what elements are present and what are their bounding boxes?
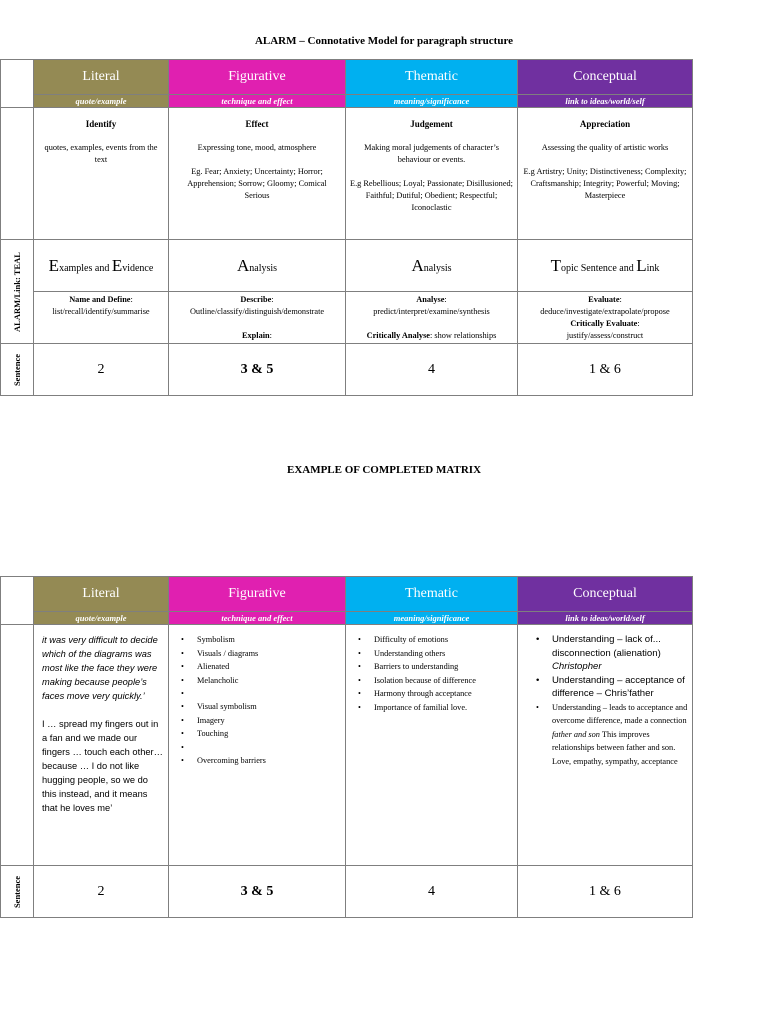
list-item: • Melancholic: [181, 674, 341, 688]
def-text: Serious: [244, 191, 270, 200]
sentence-number: 3 & 5: [169, 866, 346, 918]
list-item: • Visual symbolism: [181, 700, 341, 714]
corner-cell: [1, 577, 34, 625]
category-header-row: [1, 577, 693, 612]
verbs-row: [1, 292, 693, 344]
list-item: • Isolation because of difference: [358, 674, 513, 688]
side-cell-sentence: [1, 866, 34, 918]
header-conceptual: Conceptual: [518, 577, 693, 612]
def-conceptual: [518, 108, 693, 240]
subtitle-thematic: meaning/significance: [346, 95, 518, 108]
thematic-list: [346, 625, 517, 718]
verbs-figurative: Describe: Outline/classify/distinguish/demonstrate Explain:: [169, 292, 346, 344]
def-title: Judgement: [410, 119, 453, 129]
alarm-model-table: [0, 59, 693, 396]
sentence-number: 1 & 6: [518, 344, 693, 396]
def-title: Appreciation: [579, 119, 631, 129]
example-content-row: [1, 625, 693, 866]
subtitle-row: [1, 95, 693, 108]
list-item: • Importance of familial love.: [358, 701, 513, 715]
header-figurative: Figurative: [169, 60, 346, 95]
side-cell-sentence: [1, 344, 34, 396]
list-item: • Touching: [181, 727, 341, 741]
example-quote-cell: [34, 625, 169, 866]
def-title: Identify: [85, 119, 117, 129]
header-figurative: Figurative: [169, 577, 346, 612]
list-item: • Imagery: [181, 714, 341, 728]
def-text: E.g Rebellious; Loyal; Passionate; Disillusioned; Faithful; Dutiful; Obedient; Respectful; Iconoclastic: [350, 179, 513, 212]
def-text: E.g Artistry; Unity; Distinctiveness; Complexity; Craftsmanship; Integrity; Powerful; Moving; Masterpiece: [523, 167, 687, 200]
list-item: • Barriers to understanding: [358, 660, 513, 674]
subtitle-figurative: technique and effect: [169, 612, 346, 625]
subtitle-literal: quote/example: [34, 612, 169, 625]
example-thematic-cell: [346, 625, 518, 866]
list-item: • Alienated: [181, 660, 341, 674]
header-literal: Literal: [34, 60, 169, 95]
list-item: • Difficulty of emotions: [358, 633, 513, 647]
header-conceptual: Conceptual: [518, 60, 693, 95]
subtitle-row: [1, 612, 693, 625]
def-text: quotes, examples, events from the text: [44, 143, 158, 164]
example-conceptual-cell: [518, 625, 693, 866]
verbs-conceptual: Evaluate: deduce/investigate/extrapolate/propose Critically Evaluate: justify/assess/construct: [518, 292, 693, 344]
header-literal: Literal: [34, 577, 169, 612]
quote-paragraph: it was very difficult to decide which of the diagrams was most like the face they were making because people’s faces move very quickly.’: [42, 635, 158, 701]
list-item: • Understanding – leads to acceptance and overcome difference, made a connection father and son This improves relationships between father and son. Love, empathy, sympathy, acceptance: [536, 701, 688, 769]
alarm-figurative: Analysis: [169, 240, 346, 292]
sentence-number: 4: [346, 344, 518, 396]
sentence-number: 2: [34, 866, 169, 918]
subtitle-thematic: meaning/significance: [346, 612, 518, 625]
alarm-literal: Examples and Evidence: [34, 240, 169, 292]
subtitle-conceptual: link to ideas/world/self: [518, 95, 693, 108]
list-item: • Visuals / diagrams: [181, 647, 341, 661]
figurative-list: [169, 625, 345, 771]
header-thematic: Thematic: [346, 60, 518, 95]
sentence-number: 1 & 6: [518, 866, 693, 918]
list-item: • Harmony through acceptance: [358, 687, 513, 701]
example-matrix-table: [0, 576, 693, 918]
def-title: Effect: [245, 119, 269, 129]
example-title: EXAMPLE OF COMPLETED MATRIX: [286, 464, 482, 476]
side-cell-blank: [1, 108, 34, 240]
side-label-sentence: Sentence: [12, 353, 22, 386]
subtitle-literal: quote/example: [34, 95, 169, 108]
verbs-thematic: Analyse: predict/interpret/examine/synthesis Critically Analyse: show relationships: [346, 292, 518, 344]
def-figurative: [169, 108, 346, 240]
side-cell-alarm: [1, 240, 34, 344]
sentence-number-row: [1, 344, 693, 396]
side-label-alarm: ALARM/Link: TEAL: [12, 251, 22, 332]
def-text: Assessing the quality of artistic works: [541, 143, 669, 152]
def-text: Making moral judgements of character’s behaviour or events.: [364, 143, 499, 164]
alarm-row: [1, 240, 693, 292]
subtitle-figurative: technique and effect: [169, 95, 346, 108]
header-thematic: Thematic: [346, 577, 518, 612]
sentence-number: 3 & 5: [169, 344, 346, 396]
def-text: Expressing tone, mood, atmosphere: [197, 143, 317, 152]
list-item: • Overcoming barriers: [181, 754, 341, 768]
subtitle-conceptual: link to ideas/world/self: [518, 612, 693, 625]
definition-row: [1, 108, 693, 240]
def-literal: [34, 108, 169, 240]
example-figurative-cell: [169, 625, 346, 866]
quote-paragraph: I … spread my fingers out in a fan and we made our fingers … touch each other… because … I do not like hugging people, so we do this instead, and it means that he loves me’: [42, 719, 163, 813]
def-text: Eg. Fear; Anxiety; Uncertainty; Horror; Apprehension; Sorrow; Gloomy; Comical: [187, 167, 327, 188]
alarm-conceptual: Topic Sentence and Link: [518, 240, 693, 292]
sentence-number: 4: [346, 866, 518, 918]
alarm-thematic: Analysis: [346, 240, 518, 292]
category-header-row: [1, 60, 693, 95]
document-title: ALARM – Connotative Model for paragraph structure: [254, 35, 514, 47]
corner-cell: [1, 60, 34, 108]
sentence-number-row: [1, 866, 693, 918]
side-cell-blank: [1, 625, 34, 866]
list-item: • Understanding others: [358, 647, 513, 661]
sentence-number: 2: [34, 344, 169, 396]
list-item: • Understanding – acceptance of difference – Chris’father: [536, 674, 688, 701]
side-label-sentence: Sentence: [12, 875, 22, 908]
def-thematic: [346, 108, 518, 240]
conceptual-list: [518, 625, 692, 772]
list-item: • Understanding – lack of... disconnection (alienation) Christopher: [536, 633, 688, 674]
list-item: • Symbolism: [181, 633, 341, 647]
verbs-literal: Name and Define: list/recall/identify/summarise: [34, 292, 169, 344]
